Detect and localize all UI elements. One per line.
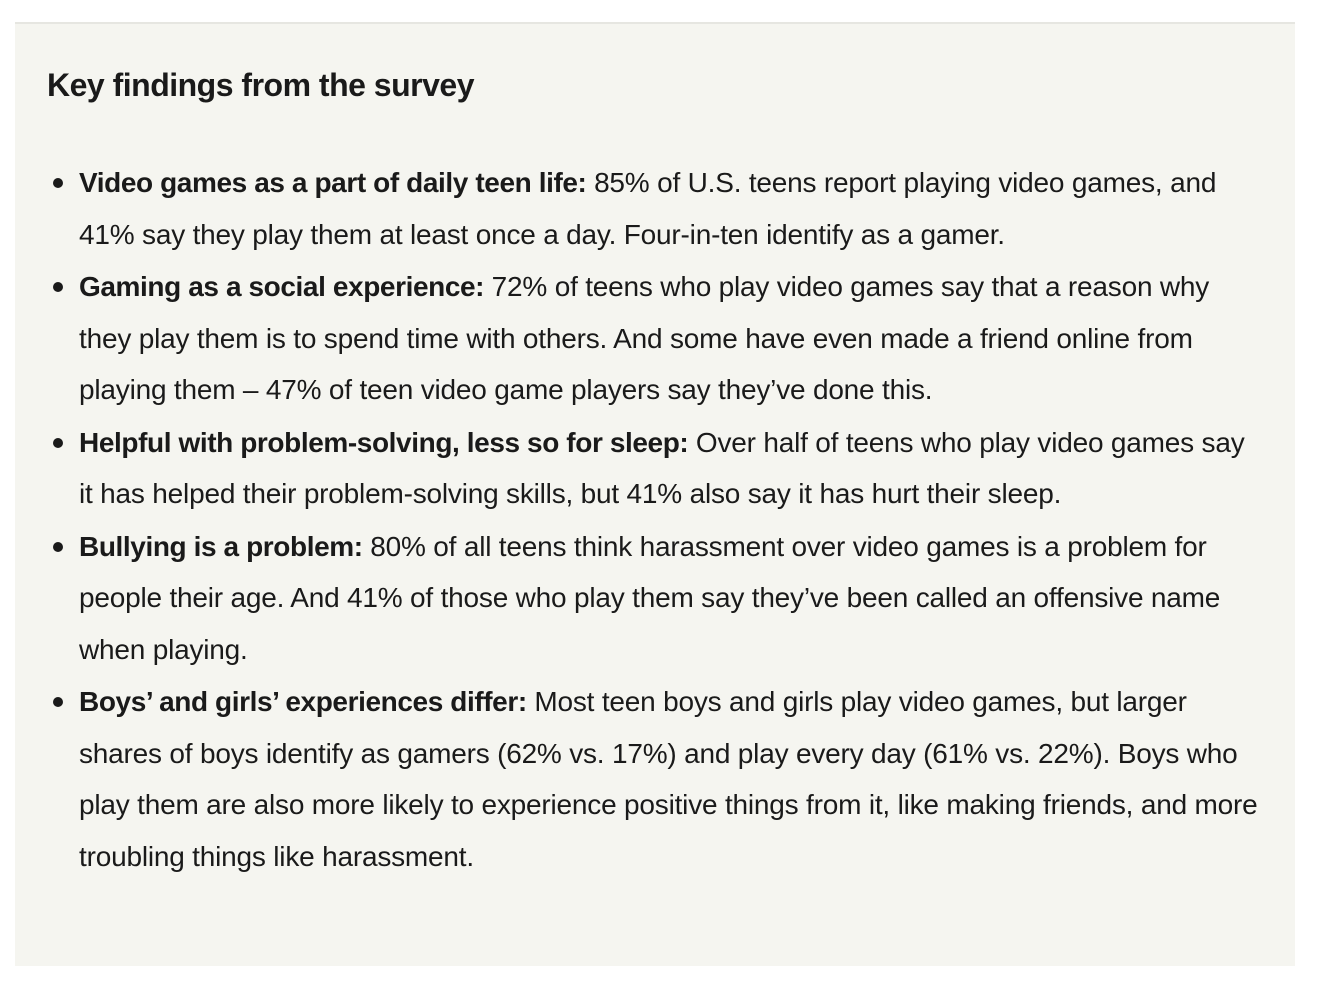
finding-item: [47, 521, 1265, 676]
finding-item: [47, 676, 1265, 882]
finding-item: [47, 261, 1265, 416]
bullet-icon: [53, 178, 63, 188]
finding-text: Over half of teens who play video games say it has helped their problem-solving skills, but 41% also say it has hurt their sleep.: [79, 426, 1245, 509]
bullet-icon: [53, 438, 63, 448]
finding-item: [47, 417, 1265, 520]
finding-lead: Gaming as a social experience:: [79, 271, 485, 302]
finding-text: 72% of teens who play video games say that a reason why they play them is to spend time with others. And some have even made a friend online from playing them – 47% of teen video game players say they’ve done this.: [79, 271, 1210, 405]
finding-item: [47, 157, 1265, 260]
bullet-icon: [53, 282, 63, 292]
panel-title: Key findings from the survey: [47, 67, 474, 103]
finding-lead: Helpful with problem-solving, less so for sleep:: [79, 426, 689, 458]
findings-list: [47, 157, 1265, 882]
finding-text: Most teen boys and girls play video games, but larger shares of boys identify as gamers (62% vs. 17%) and play every day (61% vs. 22%). Boys who play them are also more likely to experience positive things from it, like making friends, and more troubling things like harassment.: [79, 686, 1258, 872]
key-findings-panel: [15, 22, 1295, 966]
finding-text: 80% of all teens think harassment over video games is a problem for people their age. And 41% of those who play them say they’ve been called an offensive name when playing.: [79, 530, 1221, 665]
bullet-icon: [53, 697, 63, 707]
finding-lead: Bullying is a problem:: [79, 530, 363, 562]
finding-text: 85% of U.S. teens report playing video games, and 41% say they play them at least once a day. Four-in-ten identify as a gamer.: [79, 167, 1217, 250]
finding-lead: Video games as a part of daily teen life:: [79, 167, 587, 198]
finding-lead: Boys’ and girls’ experiences differ:: [79, 686, 527, 717]
bullet-icon: [53, 542, 63, 552]
